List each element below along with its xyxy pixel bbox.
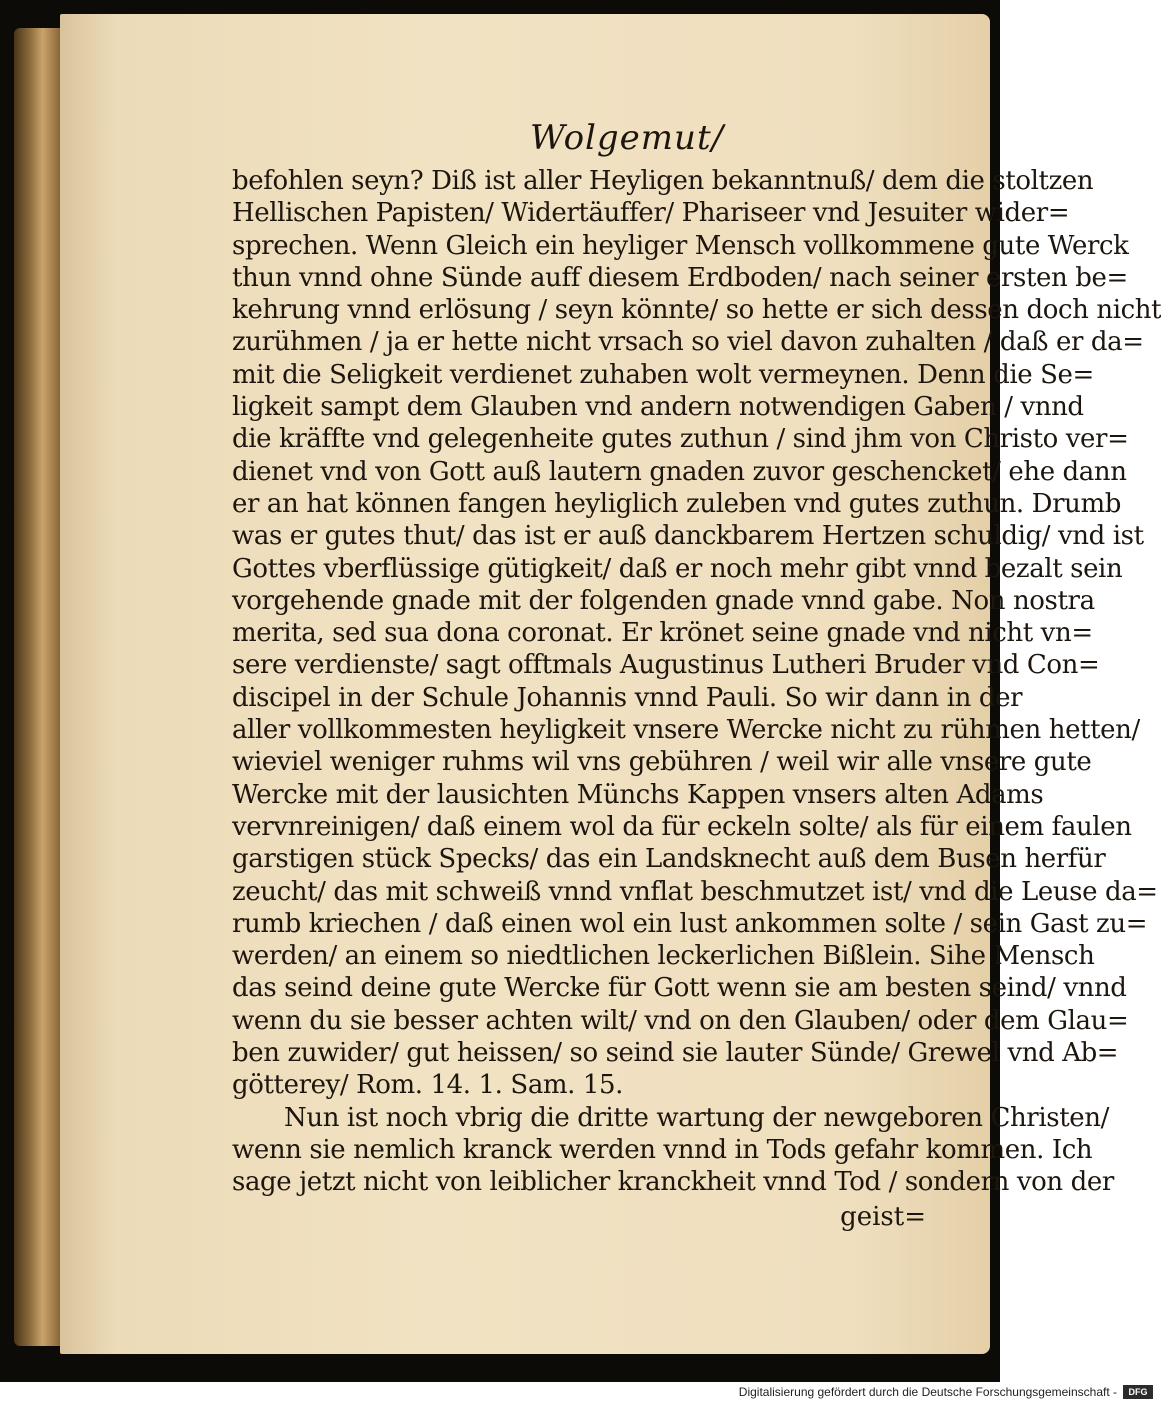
text-line: ben zuwider/ gut heissen/ so seind sie lauter Sünde/ Grewel vnd Ab=	[232, 1038, 1119, 1069]
dfg-logo: DFG	[1123, 1385, 1153, 1399]
text-line: vervnreinigen/ daß einem wol da für eckeln solte/ als für einem faulen	[232, 811, 1132, 842]
text-line: befohlen seyn? Diß ist aller Heyligen bekanntnuß/ dem die stoltzen	[232, 166, 1094, 196]
catchword: geist=	[840, 1201, 926, 1232]
text-line: garstigen stück Specks/ das ein Landsknecht auß dem Busen herfür	[232, 844, 1106, 875]
text-line: vorgehende gnade mit der folgenden gnade vnnd gabe. Non nostra	[232, 585, 1095, 616]
text-line: götterey/ Rom. 14. 1. Sam. 15.	[232, 1070, 624, 1101]
text-line: Wercke mit der lausichten Münchs Kappen vnsers alten Adams	[232, 779, 1044, 810]
text-line: sere verdienste/ sagt offtmals Augustinus Lutheri Bruder vnd Con=	[232, 650, 1100, 681]
text-line: merita, sed sua dona coronat. Er krönet seine gnade vnd nicht vn=	[232, 618, 1093, 649]
page-text-block	[232, 115, 1161, 1233]
text-line: wenn du sie besser achten wilt/ vnd on den Glauben/ oder dem Glau=	[232, 1005, 1129, 1036]
book-fore-edge	[14, 28, 66, 1346]
text-line: Hellischen Papisten/ Widertäuffer/ Phariseer vnd Jesuiter wider=	[232, 198, 1070, 229]
text-line: thun vnnd ohne Sünde auff diesem Erdboden/ nach seiner ersten be=	[232, 262, 1128, 293]
text-line: sprechen. Wenn Gleich ein heyliger Mensch vollkommene gute Werck	[232, 230, 1129, 261]
text-line: er an hat können fangen heyliglich zuleben vnd gutes zuthun. Drumb	[232, 488, 1121, 519]
text-line: sage jetzt nicht von leiblicher kranckheit vnnd Tod / sondern von der	[232, 1167, 1114, 1198]
text-line: was er gutes thut/ das ist er auß danckbarem Hertzen schuldig/ vnd ist	[232, 521, 1144, 552]
text-line: aller vollkommesten heyligkeit vnsere Wercke nicht zu rühmen hetten/	[232, 715, 1140, 746]
text-line: discipel in der Schule Johannis vnnd Pauli. So wir dann in der	[232, 682, 1023, 713]
paragraph-start-line: Nun ist noch vbrig die dritte wartung der newgeboren Christen/	[284, 1102, 1109, 1133]
text-line: das seind deine gute Wercke für Gott wenn sie am besten seind/ vnnd	[232, 973, 1127, 1004]
text-line: kehrung vnnd erlösung / seyn könnte/ so hette er sich dessen doch nicht	[232, 295, 1161, 326]
text-line: mit die Seligkeit verdienet zuhaben wolt vermeynen. Denn die Se=	[232, 359, 1094, 390]
digitization-credit: Digitalisierung gefördert durch die Deutsche Forschungsgemeinschaft -	[738, 1385, 1117, 1399]
text-line: wenn sie nemlich kranck werden vnnd in Tods gefahr kommen. Ich	[232, 1134, 1093, 1165]
text-line: ligkeit sampt dem Glauben vnd andern notwendigen Gaben / vnnd	[232, 392, 1084, 423]
text-line: zeucht/ das mit schweiß vnnd vnflat beschmutzet ist/ vnd die Leuse da=	[232, 876, 1158, 907]
text-line: werden/ an einem so niedtlichen leckerlichen Bißlein. Sihe Mensch	[232, 941, 1095, 972]
text-line: die kräffte vnd gelegenheite gutes zuthun / sind jhm von Christo ver=	[232, 424, 1129, 455]
running-head: Wolgemut/	[529, 118, 725, 158]
text-line: wieviel weniger ruhms wil vns gebühren / weil wir alle vnsere gute	[232, 747, 1092, 778]
text-line: dienet vnd von Gott auß lautern gnaden zuvor geschencket/ ehe dann	[232, 456, 1127, 487]
text-line: Gottes vberflüssige gütigkeit/ daß er noch mehr gibt vnnd bezalt sein	[232, 553, 1123, 584]
text-line: zurühmen / ja er hette nicht vrsach so viel davon zuhalten / daß er da=	[232, 327, 1144, 358]
text-line: rumb kriechen / daß einen wol ein lust ankommen solte / sein Gast zu=	[232, 908, 1148, 939]
